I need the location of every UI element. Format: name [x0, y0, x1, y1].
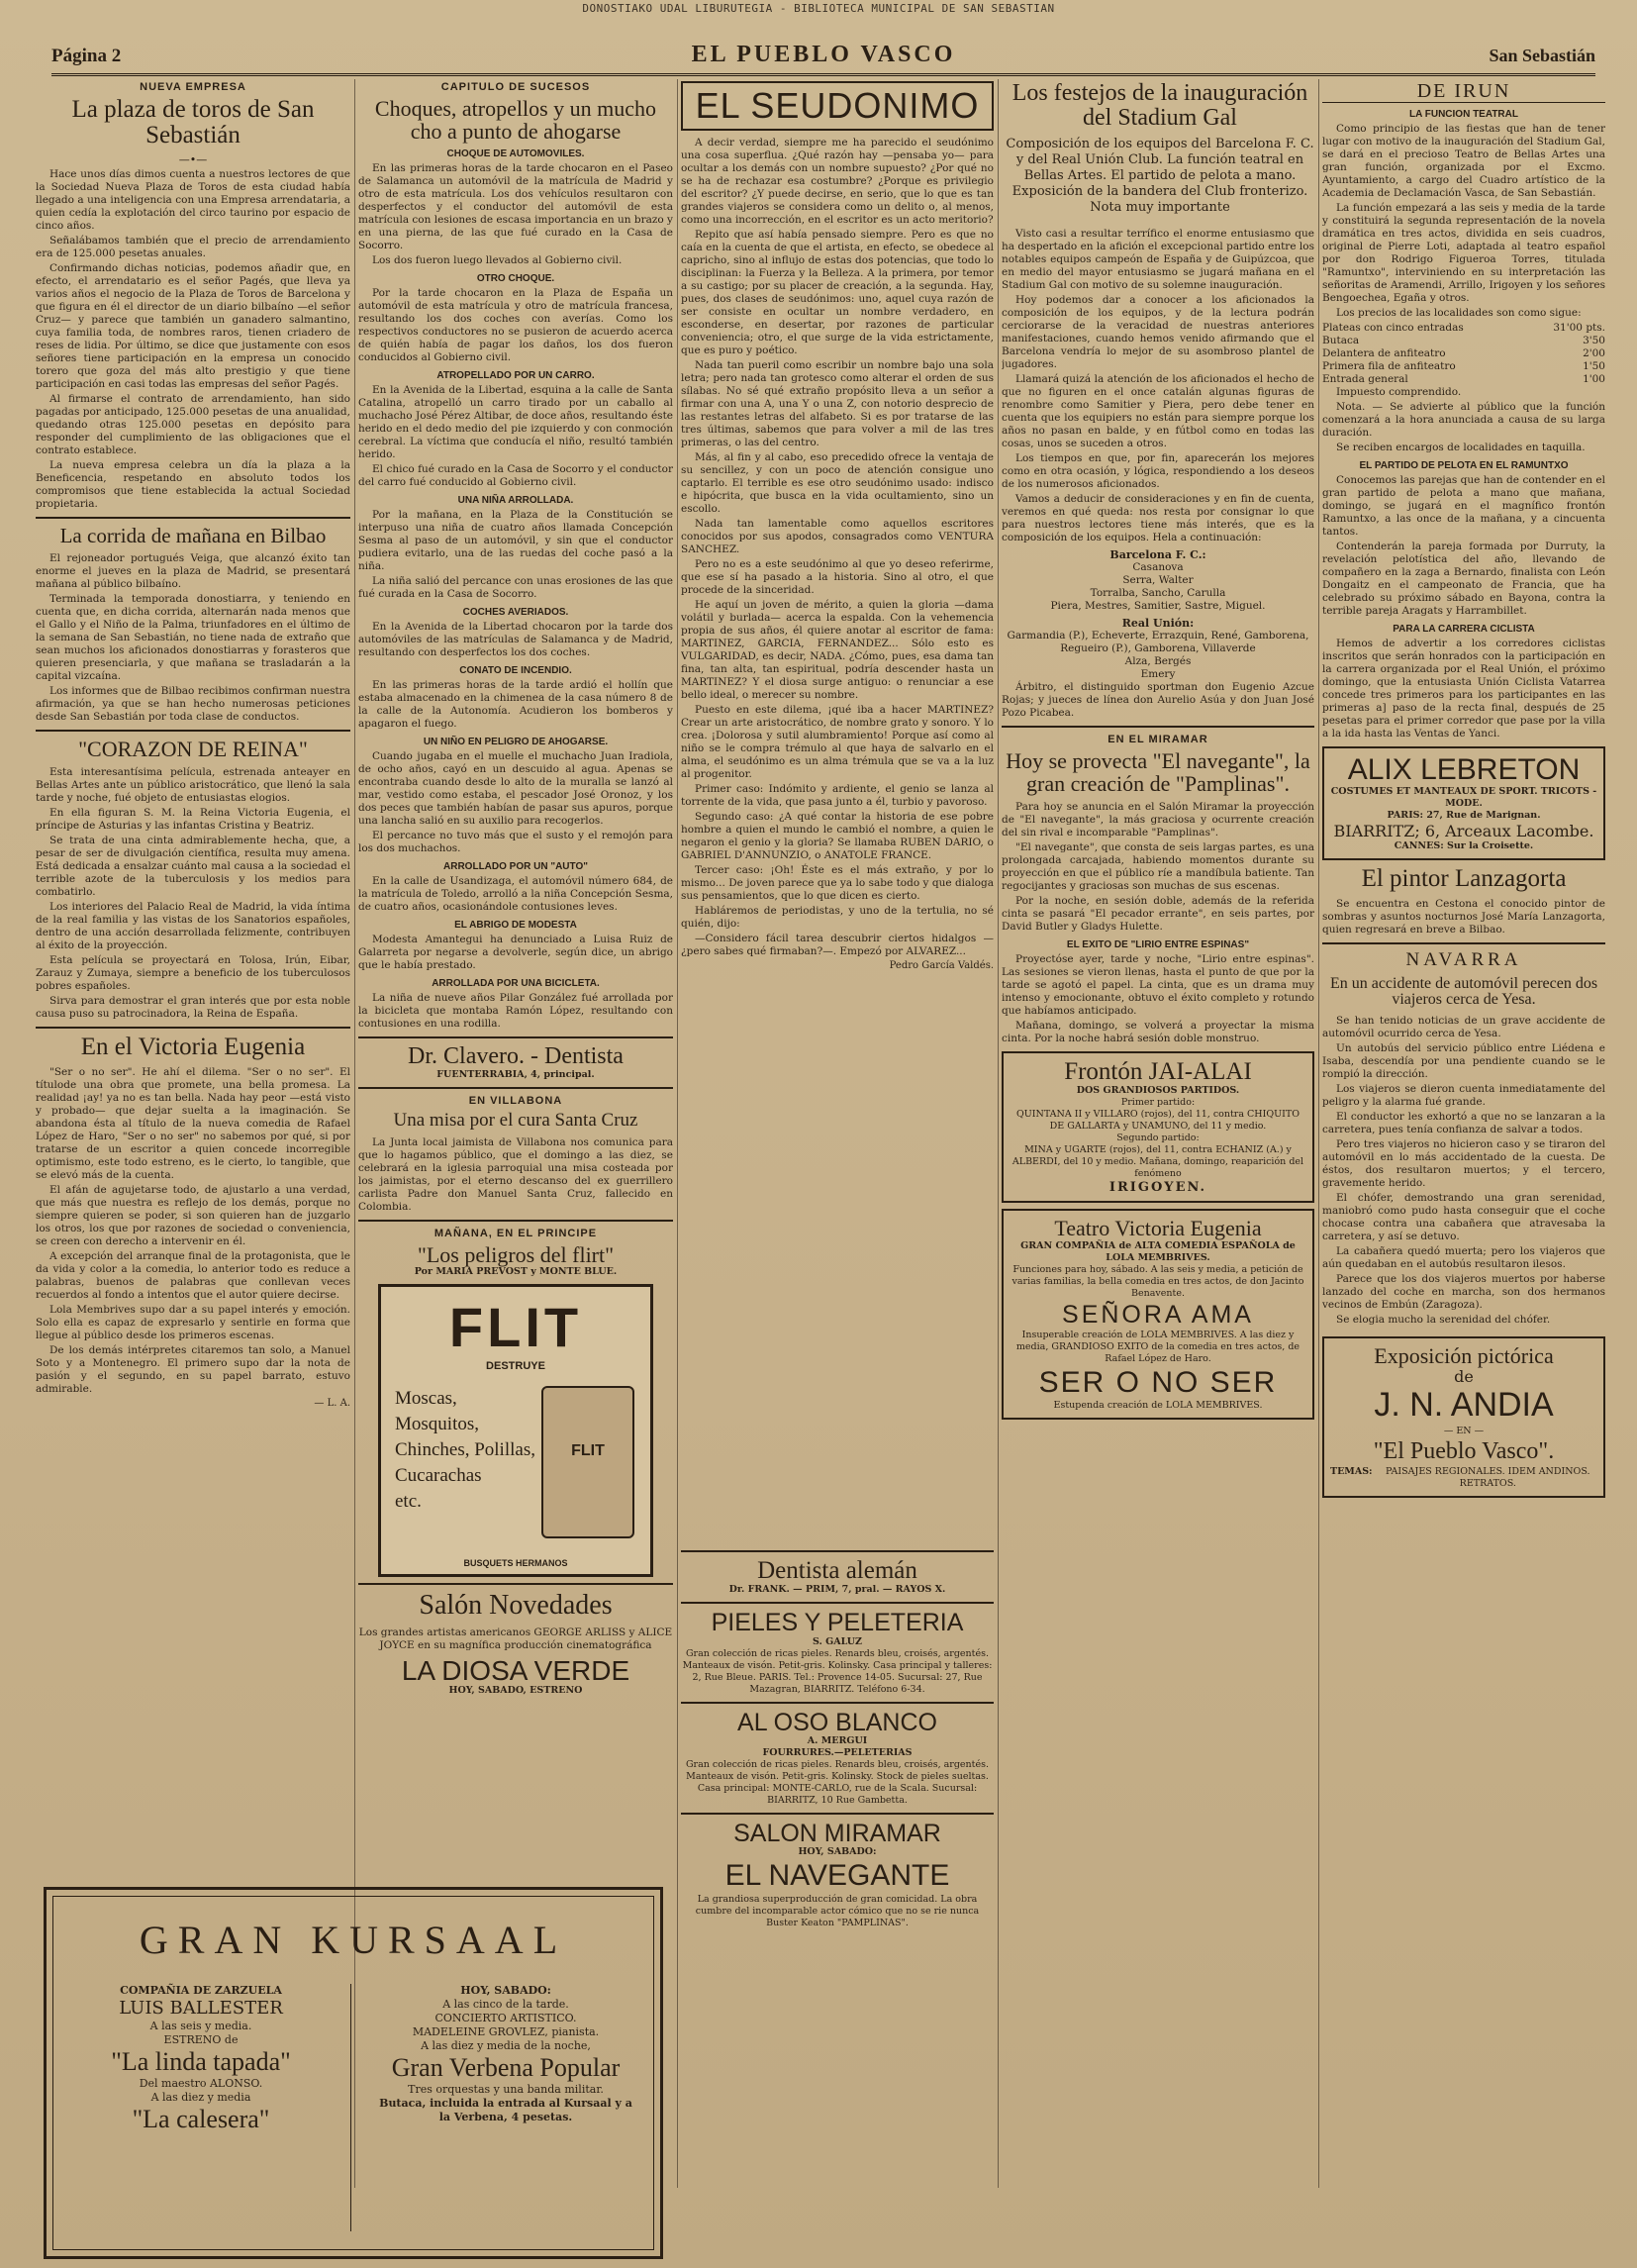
column-rule [1318, 79, 1319, 2188]
ad-salon-miramar: SALON MIRAMAR [733, 1819, 941, 1847]
article-headline: La corrida de mañana en Bilbao [59, 523, 327, 547]
divider [36, 730, 350, 732]
column-3-ads: Dentista alemán Dr. FRANK. — PRIM, 7, pral. — RAYOS X. PIELES Y PELETERIA S. GALUZ Gran colección de ricas pieles. Renards bleu, croisés, argentés. Manteaux de visón. Petit-gris. Kolinsky. Casa principal y talleres: 2, Rue Bleue. PARIS. Tel.: Provence 14-05. Sucursal: 27, Rue Mazagran, BIARRITZ. Teléfono 6-34. AL OSO BLANCO A. MERGUI FOURRURES.—PELETERIAS Gran colección de ricas pieles. Renards bleu, croisés, argentés. Manteaux de visón. Petit-gris. Kolinsky. Stock de pieles sueltas. Casa principal: MONTE-CARLO, rue de la Scala. Sucursal: BIARRITZ, 10 Rue Gambetta. SALON MIRAMAR HOY, SABADO: EL NAVEGANTE La grandiosa superproducción de gran comicidad. La obra cumbre del incomparable actor cómico que no se rie nunca Buster Keaton "PAMPLINAS". [681, 1544, 994, 1929]
ad-alix-lebreton: ALIX LEBRETON COSTUMES ET MANTEAUX DE SPORT. TRICOTS - MODE. PARIS: 27, Rue de Marignan. BIARRITZ; 6, Arceaux Lacombe. CANNES: Sur la Croisette. [1322, 746, 1605, 860]
article-headline: Una misa por el cura Santa Cruz [393, 1110, 638, 1132]
divider [36, 1027, 350, 1029]
column-5: DE IRUN LA FUNCION TEATRAL Como principio de las fiestas que han de tener lugar con motivo de la inauguración del Stadium Gal, se dará en el precioso Teatro de Bellas Artes una gran función, organizada por el Excmo. Ayuntamiento, a cargo del Cuadro artístico de la Academia de Declamación Vasca, de San Sebastián. La función empezará a las seis y media de la tarde y constituirá la segunda representación de la novela dramática en tres actos, dividida en seis cuadros, original de Pierre Loti, adaptada al teatro español por don Rodrigo Figueroa Torres, titulada "Ramuntxo", interviniendo en su interpretación las señoritas de Aramendi, Arrillo, Irigoyen y los señores Bengoechea, Egaña y otros. Los precios de las localidades son como sigue: Plateas con cinco entradas 31'00 pts. Butaca 3'50 Delantera de anfiteatro 2'00 Primera fila de anfiteatro 1'50 Entrada general 1'00 Impuesto comprendido. Nota. — Se advierte al público que la función comenzará a la hora anunciada a causa de su larga duración. Se reciben encargos de localidades en taquilla. EL PARTIDO DE PELOTA EN EL RAMUNTXO Conocemos las parejas que han de contender en el gran partido de pelota a mano que mañana, domingo, se jugará en el magnífico frontón Ramuntxo, a las once de la mañana, y a cincuenta tantos. Contenderán la pareja formada por Durruty, la revelación pelotística del año, llevando de compañero en la zaga a Bernardo, finalista con León Dongaitz en el campeonato de Francia, que ha celebrado su próximo sábado en Bayona, contra la terrible pareja Aragats y Harrambillet. PARA LA CARRERA CICLISTA Hemos de advertir a los corredores ciclistas inscritos que serán honrados con la participación en la carrera organizada por el Real Unión, el próximo domingo, que la entusiasta Unión Ciclista Vatarrea concede tres primeros para los participantes en las primeras a] paso de la recta final, después de 25 pesetas para el primer corredor que pase por la villa a la ida hasta las Ventas de Yanci. ALIX LEBRETON COSTUMES ET MANTEAUX DE SPORT. TRICOTS - MODE. PARIS: 27, Rue de Marignan. BIARRITZ; 6, Arceaux Lacombe. CANNES: Sur la Croisette. El pintor Lanzagorta Se encuentra en Cestona el conocido pintor de sombras y asuntos nocturnos José María Lanzagorta, quien regresará en breve a Bilbao. NAVARRA En un accidente de automóvil perecen dos viajeros cerca de Yesa. Se han tenido noticias de un grave accidente de automóvil ocurrido cerca de Yesa. Un autobús del servicio público entre Liédena e Isaba, descendía por una pendiente cuando se le rompió la dirección. Los viajeros se dieron cuenta inmediatamente del peligro y la alarma fué grande. El conductor les exhortó a que no se lanzaran a la carretera, pues tenía confianza de salvar a todos. Pero tres viajeros no hicieron caso y se tiraron del automóvil en lo más accidentado de la cuesta. De éstos, dos resultaron muertos; y el tercero, gravemente herido. El chófer, demostrando una gran serenidad, maniobró como pudo hasta conseguir que el coche chocase contra una cabañera que atravesaba la carretera, y así se detuvo. La cabañera quedó muerta; pero los viajeros que aún quedaban en el autobús resultaron ilesos. Parece que los dos viajeros muertos por haberse lanzado del coche en marcha, son dos hermanos vecinos de Embún (Zaragoza). Se elogia mucho la serenidad del chófer. Exposición pictórica de J. N. ANDIA — EN — "El Pueblo Vasco". TEMAS: PAISAJES REGIONALES. IDEM ANDINOS. RETRATOS. [1322, 79, 1605, 2257]
price-row [1322, 373, 1605, 386]
price-label: Primera fila de anfiteatro [1322, 360, 1456, 372]
article-body: Hace unos días dimos cuenta a nuestros lectores de que la Sociedad Nueva Plaza de Toros de esta ciudad había llegado a una inteligencia con una Empresa arrendataria, a quien cedía la explotación del circo taurino por espacio de cinco años. Señalábamos también que el precio de arrendamiento era de 125.000 pesetas anuales. Confirmando dichas noticias, podemos añadir que, en efecto, el arrendatario es el señor Pagés, que lleva ya varios años el negocio de la Plaza de Toros de Barcelona y que figura en él el director de un diario bilbaíno —el señor Cruz— y parece que también un ganadero salmantino, cuya familia toda, de nombres raros, tienen criadero de reses de lidia. Por último, se dice que justamente con esos señores tiene participación en la empresa un conocido torero que goza del más alto prestigio y que tiene participación en casi todas las empresas del señor Pagés. Al firmarse el contrato de arrendamiento, han sido pagadas por anticipado, 125.000 pesetas de una anualidad, quedando otras 125.000 pesetas en depósito para responder del cumplimiento de las obligaciones que el contrato establece. La nueva empresa celebra un día la plaza a la Beneficencia, respetando en absoluto todos los compromisos que tiene establecida la actual Sociedad propietaria. [36, 167, 350, 510]
signature: — L. A. [314, 1397, 350, 1409]
film-title: LA DIOSA VERDE [401, 1654, 630, 1686]
article-body: Esta interesantísima película, estrenada anteayer en Bellas Artes ante un público aristocrático, que llenó la sala tarde y noche, fué objeto de entusiastas elogios. En ella figuran S. M. la Reina Victoria Eugenia, el príncipe de Asturias y las infantas Cristina y Beatriz. Se trata de una cinta admirablemente hecha, que, a pesar de ser de divulgación científica, resulta muy amena. Está dedicada a ensalzar cuánto mal causa a la sociedad el terrible azote de la tuberculosis y los medios para combatirlo. Los interiores del Palacio Real de Madrid, la vida íntima de la real familia y las vistas de los Sanatorios españoles, dentro de una acción desarrollada felizmente, contribuyen al éxito de la proyección. Esta película se proyectará en Tolosa, Irún, Eibar, Zarauz y Zumaya, siempre a beneficio de los tuberculosos pobres españoles. Sirva para demostrar el gran interés que por esta noble causa puso su patrocinadora, la Reina de España. [36, 765, 350, 1020]
ad-cinema-title: Salón Novedades [419, 1590, 613, 1622]
article-subheadline: Composición de los equipos del Barcelona F. C. y del Real Unión Club. La función teatral en Bellas Artes. El partido de pelota a mano. Exposición de la bandera del Club fronterizo. Nota muy importante [1006, 137, 1314, 216]
article-headline: Los festejos de la inauguración del Stadium Gal [1011, 80, 1308, 132]
price-label: Entrada general [1322, 373, 1408, 385]
price-label: Butaca [1322, 335, 1360, 346]
price-label: Delantera de anfiteatro [1322, 347, 1446, 359]
price-list [1322, 322, 1605, 386]
price-row [1322, 335, 1605, 347]
price-row [1322, 347, 1605, 360]
article-headline: EL SEUDONIMO [681, 81, 994, 131]
article-headline: "Los peligros del flirt" [417, 1242, 615, 1268]
kursaal-title: GRAN KURSAAL [139, 1918, 568, 1962]
divider [358, 1036, 673, 1038]
ad-dentist-aleman: Dentista alemán [757, 1557, 917, 1584]
section-label: EN VILLABONA [468, 1095, 563, 1108]
stadium-gal-header [1002, 79, 1318, 222]
price-value: 3'50 [1583, 335, 1605, 346]
price-value: 1'50 [1583, 360, 1605, 372]
section-label: DE IRUN [1322, 81, 1605, 103]
article-body: "Ser o no ser". He ahí el dilema. "Ser o no ser". El títulode una obra que promete, una bella promesa. La realidad ¡ay! ya no es tan bella. Nada hay peor —está visto y probado— que dejar suelta a la imaginación. Se abandona ésta al título de la nueva comedia de Rafael López de Haro, "Ser o no ser" no sabemos por qué, si por tratarse de un escritor a quien concede incorregible optimismo, este todo estreno, es le cierto, lo tangible, que se elevó más de la cuenta. El afán de agujetarse todo, de ajustarlo a una verdad, que más que nuestra es reflejo de los demás, porque no siempre quieren se poder, si son quieren han de juzgarlo los otros, los que por razones de sociedad o conveniencia, se creen con derecho a intervenir en él. A excepción del arranque final de la protagonista, que le da vida y color a la comedia, lo anterior todo es reduce a palabras, buenos de palabras que conllevan veces recuerdos al fondo a intentos que el autor quiere decirse. Lola Membrives supo dar a su papel interés y emoción. Solo ella es capaz de expresarlo y sentirle en forma que llegue al público desde los primeros escenas. De los demás intérpretes citaremos tan solo, a Manuel Soto y a Montenegro. El primero supo dar la nota de pasión y el segundo, en su papel barrato, estuvo admirable. [36, 1065, 350, 1395]
section-label: NUEVA EMPRESA [140, 81, 246, 93]
ad-fronton-jai-alai: Frontón JAI-ALAI DOS GRANDIOSOS PARTIDOS. Primer partido: QUINTANA II y VILLARO (rojos), del 11, contra CHIQUITO DE GALLARTA y UNAMUNO, del 11 y medio. Segundo partido: MINA y UGARTE (rojos), del 11, contra ECHANIZ (A.) y ALBERDI, del 10 y medio. Mañana, domingo, reaparición del fenómeno IRIGOYEN. [1002, 1051, 1314, 1203]
article-headline: Choques, atropellos y un mucho cho a punto de ahogarse [374, 96, 657, 145]
price-row [1322, 360, 1605, 373]
ad-teatro-victoria-eugenia: Teatro Victoria Eugenia GRAN COMPAÑIA de ALTA COMEDIA ESPAÑOLA de LOLA MEMBRIVES. Funciones para hoy, sábado. A las seis y media, a petición de varias familias, la bella comedia en tres actos, de don Jacinto Benavente. SEÑORA AMA Insuperable creación de LOLA MEMBRIVES. A las diez y media, GRANDIOSO EXITO de la comedia en tres actos, de Rafael López de Haro. SER O NO SER Estupenda creación de LOLA MEMBRIVES. [1002, 1209, 1314, 1420]
article-headline: El pintor Lanzagorta [1361, 864, 1567, 892]
newspaper-title: EL PUEBLO VASCO [691, 42, 956, 67]
divider [358, 1583, 673, 1585]
article-body: El rejoneador portugués Veiga, que alcanzó éxito tan enorme el jueves en la plaza de Madrid, se presentará mañana al público bilbaíno. Terminada la temporada donostiarra, y teniendo en cuenta que, en dicha corrida, alternarán nada menos que el Gallo y el Niño de la Palma, triunfadores en el último de la semana de San Sebastián, no tiene nada de extraño que sean muchos los aficionados donostiarras y forasteros que quieren presenciarla, y que mañana se trasladarán a la capital vizcaína. Los informes que de Bilbao recibimos confirman nuestra afirmación, ya que se han hecho numerosas peticiones desde San Sebastián por toda clase de conductos. [36, 551, 350, 723]
page-number: Página 2 [51, 46, 122, 66]
spray-can-icon: FLIT [541, 1386, 634, 1538]
ad-gran-kursaal: GRAN KURSAAL COMPAÑIA DE ZARZUELA LUIS BALLESTER A las seis y media. ESTRENO de "La linda tapada" Del maestro ALONSO. A las diez y media "La calesera" HOY, SABADO: A las cinco de la tarde. CONCIERTO ARTISTICO. MADELEINE GROVLEZ, pianista. A las diez y media de la noche, Gran Verbena Popular Tres orquestas y una banda militar. Butaca, incluida la entrada al Kursaal y a la Verbena, 4 pesetas. [44, 1887, 663, 2259]
signature: Pedro García Valdés. [889, 959, 994, 971]
article-headline: En el Victoria Eugenia [80, 1033, 306, 1060]
price-label: Plateas con cinco entradas [1322, 322, 1464, 334]
section-label: CAPITULO DE SUCESOS [440, 81, 591, 93]
provenance-watermark: DONOSTIAKO UDAL LIBURUTEGIA - BIBLIOTECA MUNICIPAL DE SAN SEBASTIAN [582, 2, 1055, 15]
price-value: 31'00 pts. [1553, 322, 1605, 334]
article-headline: "CORAZON DE REINA" [78, 736, 308, 761]
column-rule [677, 79, 678, 2188]
article-body: A decir verdad, siempre me ha parecido el seudónimo una cosa superflua. ¿Qué razón hay —pensaba yo— para ocultar a los demás con un nombre supuesto? ¿Por qué no se ha de rechazar esa costumbre? ¿Porque es privilegio del escritor? ¿Y puede decirse, en serio, que lo que es tan grandes viajeros se considera como un delito o, al menos, como una incorrección, en el escritor es un acto meritorio? Repito que así había pensado siempre. Pero es que no caía en la cuenta de que el artista, en efecto, se obedece al capricho, sino al influjo de estas dos potencias, que todo lo disciplinan: la Fuerza y la Belleza. A la primera, por temor a su castigo; por su placer de creación, a la segunda. Hay, pues, dos clases de seudónimos: uno, aquel cuya razón de ser consiste en ocultar un nombre verdadero, en esconderse, en desertar, por razones de particular conveniencia; otro, el que surge de la vida estrictamente, que es puro y poético. Nada tan pueril como escribir un nombre bajo una sola letra; pero nada tan grotesco como alterar el orden de sus sílabas. No sé qué extraño propósito lleva a un señor a firmar con una A, una Y o una Z, con notorio desprecio de las restantes letras del alfabeto. Si es por tratarse de las tres últimas, sabemos que para volver a mil de las tres primeras, o las del centro. Más, al fin y al cabo, eso precedido ofrece la ventaja de su sencillez, y con un poco de atención consigue uno captarlo. El terrible es ese otro seudónimo usado: indisco e hipócrita, que busca en la vida ocultamiento, sino un escollo. Nada tan lamentable como aquellos escritores conocidos por sus apodos, consagrados como VENTURA SANCHEZ. Pero no es a este seudónimo al que yo deseo referirme, que ese sí ha pasado a la historia. Sino al otro, el que procede de la sinceridad. He aquí un joven de mérito, a quien la gloria —dama volátil y burlada— acerca la espalda. Con la vehemencia propia de sus años, él quiere anotar al escritor de fama: MARTINEZ, GARCIA, FERNANDEZ... Sólo esto es VULGARIDAD, es decir, NADA. ¿Cómo, pues, esa dama tan fina, tan alta, tan espiritual, podría descender hasta un MARTINEZ? Y el diosa surge antiguo: o renunciar a ese bello ideal, o merecer su nombre. Puesto en este dilema, ¡qué iba a hacer MARTINEZ? Crear un arte aristocrático, de nombre grato y sonoro. Y lo crea. ¡Dolorosa y sutil alumbramiento! Porque así como al niño se le compra trémulo al que haya de salvarlo en el alma, el seudónimo es un alma trémula que se va a la luz al progenitor. Primer caso: Indómito y ardiente, el genio se lanza al torrente de la vida, que pasa junto a él, turbio y pavoroso. Segundo caso: ¿A qué contar la historia de ese pobre hombre a quien el mundo le cambió el nombre, a quien le negaron el genio y la gloria? Se llamaba RUBEN DARIO, o GABRIEL D'ANNUNZIO, o ANATOLE FRANCE. Tercer caso: ¡Oh! Éste es el más extraño, y por lo mismo... De joven parece que ya lo sabe todo y que dialoga sus pensamientos, que lo que dicen es cierto. Habláremos de periodistas, y uno de la tertulia, no sé quién, dijo: —Considero fácil tarea descubrir ciertos hidalgos —¿pero sabes qué firmaban?—. Empezó por ALVAREZ... [681, 136, 994, 957]
film-title: EL NAVEGANTE [724, 1859, 950, 1892]
column-rule [354, 79, 355, 2188]
ad-flit: FLIT DESTRUYE Moscas, Mosquitos, Chinches, Polillas, Cucarachas etc. FLIT BUSQUETS HERMANOS [378, 1284, 653, 1577]
city-name: San Sebastián [1489, 46, 1595, 65]
price-value: 2'00 [1583, 347, 1605, 359]
section-label: NAVARRA [1405, 948, 1522, 970]
ad-dentist-title: Dr. Clavero. - Dentista [408, 1043, 624, 1070]
divider [358, 1087, 673, 1089]
masthead [51, 40, 1595, 76]
article-headline: Hoy se provecta "El navegante", la gran creación de "Pamplinas". [1006, 748, 1310, 797]
divider [36, 517, 350, 519]
price-row [1322, 322, 1605, 335]
section-label: MAÑANA, EN EL PRINCIPE [433, 1228, 598, 1240]
ad-oso-blanco: AL OSO BLANCO [737, 1708, 937, 1736]
divider [358, 1220, 673, 1222]
ornament: —•— [178, 152, 208, 166]
ad-exposicion-andia: Exposición pictórica de J. N. ANDIA — EN — "El Pueblo Vasco". TEMAS: PAISAJES REGIONALES. IDEM ANDINOS. RETRATOS. [1322, 1336, 1605, 1498]
price-value: 1'00 [1583, 373, 1605, 385]
ad-pieles: PIELES Y PELETERIA [711, 1609, 964, 1637]
column-4: Visto casi a resultar terrífico el enorme entusiasmo que ha despertado en la afición el excepcional partido entre los notables equipos campeón de España y de Guipúzcoa, que en medio del mayor entusiasmo se jugará mañana en el Stadium Gal con motivo de su solemne inauguración. Hoy podemos dar a conocer a los aficionados la composición de los equipos, y de la lectura podrán cerciorarse de la veracidad de nuestras anteriores manifestaciones, cuando hemos venido afirmando que el Barcelona vendría lo mejor de su asombroso plantel de jugadores. Llamará quizá la atención de los aficionados el hecho de que no figuren en el once catalán algunas figuras de renombre como Samitier y Piera, pero debe tener en cuenta que los equipiers no están para siempre porque los años no pasan en balde, y en fútbol como en todas las cosas, unos se suceden a otros. Los tiempos en que, por fin, aparecerán los mejores como en otra ocasión, y lógica, respondiendo a los deseos de los numerosos aficionados. Vamos a deducir de consideraciones y en fin de cuenta, veremos en qué queda: nos resta por consignar lo que para nuestros lectores tiene más interés, que es la composición de los equipos. Hela a continuación: Barcelona F. C.: Casanova Serra, Walter Torralba, Sancho, Carulla Piera, Mestres, Samitier, Sastre, Miguel. Real Unión: Garmandia (P.), Echeverte, Errazquin, René, Gamborena, Regueiro (P.), Gamborena, Villaverde Alza, Bergés Emery Árbitro, el distinguido sportman don Eugenio Azcue Rojas; y jueces de línea don Aurelio Asúa y don Juan José Pozo Picabea. EN EL MIRAMAR Hoy se provecta "El navegante", la gran creación de "Pamplinas". Para hoy se anuncia en el Salón Miramar la proyección de "El navegante", la más graciosa y ocurrente creación del sin rival e incomparable "Pamplinas". "El navegante", que consta de seis largas partes, es una prolongada carcajada, habiendo momentos durante su proyección en que el público ríe a mandíbula batiente. Tan regocijantes y graciosas son muchas de sus escenas. Por la noche, en sesión doble, además de la referida cinta se pasará "El pecador errante", en seis partes, por David Butler y Gladys Hulette. EL EXITO DE "LIRIO ENTRE ESPINAS" Proyectóse ayer, tarde y noche, "Lirio entre espinas". Las sesiones se vieron llenas, hasta el punto de que por la tarde se agotó el papel. La cinta, que es un drama muy intenso y emocionante, obtuvo el éxito completo y rotundo que habíamos anticipado. Mañana, domingo, se volverá a proyectar la misma cinta. Por la noche habrá sesión doble monstruo. Frontón JAI-ALAI DOS GRANDIOSOS PARTIDOS. Primer partido: QUINTANA II y VILLARO (rojos), del 11, contra CHIQUITO DE GALLARTA y UNAMUNO, del 11 y medio. Segundo partido: MINA y UGARTE (rojos), del 11, contra ECHANIZ (A.) y ALBERDI, del 10 y medio. Mañana, domingo, reaparición del fenómeno IRIGOYEN. Teatro Victoria Eugenia GRAN COMPAÑIA de ALTA COMEDIA ESPAÑOLA de LOLA MEMBRIVES. Funciones para hoy, sábado. A las seis y media, a petición de varias familias, la bella comedia en tres actos, de don Jacinto Benavente. SEÑORA AMA Insuperable creación de LOLA MEMBRIVES. A las diez y media, GRANDIOSO EXITO de la comedia en tres actos, de Rafael López de Haro. SER O NO SER Estupenda creación de LOLA MEMBRIVES. [1002, 228, 1314, 2263]
article-headline: En un accidente de automóvil perecen dos viajeros cerca de Yesa. [1329, 974, 1598, 1009]
flit-logo: FLIT [448, 1296, 583, 1359]
column-2: CAPITULO DE SUCESOS Choques, atropellos y un mucho cho a punto de ahogarse CHOQUE DE AUTOMOVILES. En las primeras horas de la tarde chocaron en el Paseo de Salamanca un automóvil de la matrícula de Madrid y otro de esta matrícula. Los dos vehículos resultaron con desperfectos y el conductor del automóvil de esta matrícula con lesiones de escasa importancia en un brazo y en una pierna, de las que fué curado en la Casa de Socorro. Los dos fueron luego llevados al Gobierno civil. OTRO CHOQUE. Por la tarde chocaron en la Plaza de España un automóvil de esta matrícula y otro de matrícula francesa, resultando los dos coches con averías. Como los respectivos conductores no se pusieron de acuerdo acerca de quién había de pagar los daños, los dos fueron conducidos al Gobierno civil. ATROPELLADO POR UN CARRO. En la Avenida de la Libertad, esquina a la calle de Santa Catalina, atropelló un carro tirado por un caballo al muchacho José Pérez Altibar, de doce años, resultando éste herido en el dedo medio del pie izquierdo y con conmoción cerebral. La víctima que conducía el niño, resultó también herido. El chico fué curado en la Casa de Socorro y el conductor del carro fué conducido al Gobierno civil. UNA NIÑA ARROLLADA. Por la mañana, en la Plaza de la Constitución se interpuso una niña de cuatro años llamada Concepción Sesma al paso de un automóvil, y sin que el conductor pudiera evitarlo, una de las ruedas del coche pasó a la niña. La niña salió del percance con unas erosiones de las que fué curada en la Casa de Socorro. COCHES AVERIADOS. En la Avenida de la Libertad chocaron por la tarde dos automóviles de las matrículas de Salamanca y de Madrid, resultando con desperfectos los dos coches. CONATO DE INCENDIO. En las primeras horas de la tarde ardió el hollín que estaba almacenado en la chimenea de la casa número 8 de la calle de la Autonomía. Acudieron los bomberos y apagaron el fuego. UN NIÑO EN PELIGRO DE AHOGARSE. Cuando jugaba en el muelle el muchacho Juan Iradiola, de ocho años, cayó en un descuido al agua. Apenas se encontraba cuando desde lo alto de la muralla se lanzó al mar, vestido como estaba, el pescador José Oronoz, y los dos peces que también habían de pasar sus apuros, porque una lancha salió en su auxilio para recogerlos. El percance no tuvo más que el susto y el remojón para los dos muchachos. ARROLLADO POR UN "AUTO" En la calle de Usandizaga, el automóvil número 684, de la matrícula de Toledo, arrolló a la niña Concepción Sesma, de cuatro años, ocasionándole contusiones leves. EL ABRIGO DE MODESTA Modesta Amantegui ha denunciado a Luisa Ruiz de Galarreta por negarse a devolverle, según dice, un abrigo que le había prestado. ARROLLADA POR UNA BICICLETA. La niña de nueve años Pilar González fué arrollada por la bicicleta que montaba Ramón López, resultando con contusiones en una rodilla. Dr. Clavero. - Dentista FUENTERRABIA, 4, principal. EN VILLABONA Una misa por el cura Santa Cruz La Junta local jaimista de Villabona nos comunica para que lo hagamos público, que el domingo a las diez, se celebrará en la iglesia parroquial una misa costeada por los jaimistas, por el eterno descanso del ex guerrillero carlista Padre don Manuel Santa Cruz, fallecido en Colombia. MAÑANA, EN EL PRINCIPE "Los peligros del flirt" Por MARIA PREVOST y MONTE BLUE. FLIT DESTRUYE Moscas, Mosquitos, Chinches, Polillas, Cucarachas etc. FLIT BUSQUETS HERMANOS Salón Novedades Los grandes artistas americanos GEORGE ARLISS y ALICE JOYCE en su magnífica producción cinematográfica LA DIOSA VERDE HOY, SABADO, ESTRENO [358, 81, 673, 1697]
article-headline: La plaza de toros de San Sebastián [71, 96, 315, 149]
ad-dentist-address: FUENTERRABIA, 4, principal. [436, 1069, 595, 1081]
column-rule [998, 79, 999, 2188]
